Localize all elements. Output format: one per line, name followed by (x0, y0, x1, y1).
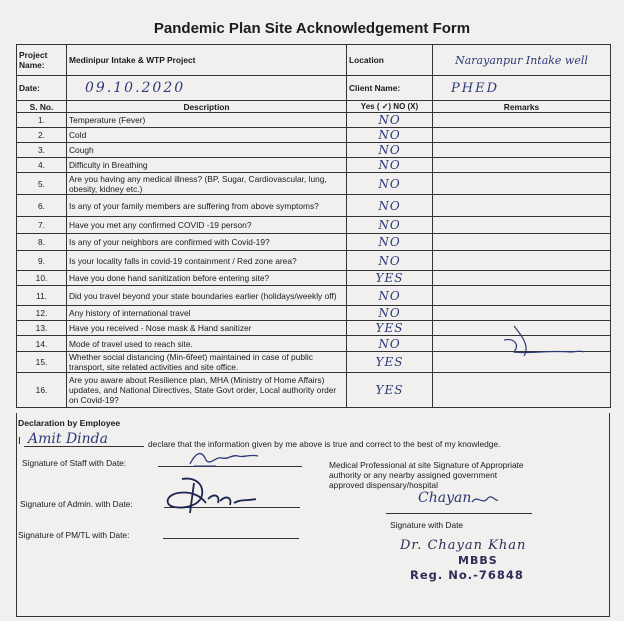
employee-name-line (24, 446, 144, 447)
row-description: Is your locality falls in covid-19 containment / Red zone area? (67, 251, 347, 271)
row-remarks (433, 128, 611, 143)
row-description: Mode of travel used to reach site. (67, 336, 347, 352)
row-remarks (433, 195, 611, 217)
table-row (17, 251, 611, 271)
medical-text-3: approved dispensary/hospital (329, 480, 438, 490)
row-answer: NO (347, 286, 433, 306)
declaration-statement: declare that the information given by me above is true and correct to the best of my knowledge. (148, 439, 501, 449)
project-value: Medinipur Intake & WTP Project (67, 45, 347, 76)
row-number: 16. (17, 373, 67, 408)
row-description: Temperature (Fever) (67, 113, 347, 128)
row-description: Have you received - Nose mask & Hand sanitizer (67, 321, 347, 336)
row-answer: NO (347, 113, 433, 128)
row-description: Did you travel beyond your state boundaries earlier (holidays/weekly off) (67, 286, 347, 306)
row-answer: NO (347, 336, 433, 352)
row-number: 3. (17, 143, 67, 158)
remarks-scribble (500, 322, 590, 366)
location-value: Narayanpur Intake well (433, 45, 611, 76)
sno-header: S. No. (17, 101, 67, 113)
client-label: Client Name: (347, 76, 433, 101)
medical-signature-flourish (470, 492, 500, 508)
project-label: Project Name: (17, 45, 67, 76)
pm-signature-label: Signature of PM/TL with Date: (18, 530, 130, 540)
row-description: Are you having any medical illness? (BP, Sugar, Cardiovascular, lung, obesity, kidney etc.) (67, 173, 347, 195)
row-number: 11. (17, 286, 67, 306)
row-number: 6. (17, 195, 67, 217)
row-remarks (433, 286, 611, 306)
description-header: Description (67, 101, 347, 113)
row-number: 10. (17, 271, 67, 286)
table-row (17, 234, 611, 251)
table-row (17, 128, 611, 143)
row-answer: YES (347, 271, 433, 286)
row-number: 14. (17, 336, 67, 352)
row-number: 2. (17, 128, 67, 143)
row-remarks (433, 173, 611, 195)
row-answer: NO (347, 143, 433, 158)
date-label: Date: (17, 76, 67, 101)
row-description: Are you aware about Resilience plan, MHA (Ministry of Home Affairs) updates, and National Directives, State Govt order, Local authority order on Covid-19? (67, 373, 347, 408)
row-remarks (433, 373, 611, 408)
table-row (17, 306, 611, 321)
admin-signature-label: Signature of Admin. with Date: (20, 499, 133, 509)
row-remarks (433, 143, 611, 158)
row-remarks (433, 217, 611, 234)
stamp-degree: MBBS (458, 554, 498, 567)
row-answer: NO (347, 128, 433, 143)
date-row (17, 76, 611, 101)
row-answer: NO (347, 195, 433, 217)
row-number: 9. (17, 251, 67, 271)
medical-text-2: authority or any nearby assigned government (329, 470, 498, 480)
medical-text-1: Medical Professional at site Signature of Appropriate (329, 460, 524, 470)
row-description: Whether social distancing (Min-6feet) maintained in case of public transport, site related activities and site office. (67, 352, 347, 373)
form-title: Pandemic Plan Site Acknowledgement Form (153, 20, 471, 37)
row-answer: NO (347, 234, 433, 251)
pm-signature-line (163, 538, 299, 539)
staff-signature-label: Signature of Staff with Date: (22, 458, 127, 468)
row-answer: NO (347, 217, 433, 234)
yesno-header: Yes ( ✓) NO (X) (347, 101, 433, 113)
row-answer: YES (347, 321, 433, 336)
row-remarks (433, 251, 611, 271)
row-number: 13. (17, 321, 67, 336)
stamp-name: Dr. Chayan Khan (400, 538, 527, 553)
stamp-registration: Reg. No.-76848 (410, 568, 524, 582)
row-description: Have you done hand sanitization before entering site? (67, 271, 347, 286)
table-row (17, 373, 611, 408)
admin-signature (160, 473, 260, 517)
row-number: 4. (17, 158, 67, 173)
row-answer: YES (347, 352, 433, 373)
signature-with-date-label: Signature with Date (390, 520, 464, 530)
row-answer: NO (347, 158, 433, 173)
row-description: Is any of your family members are suffering from above symptoms? (67, 195, 347, 217)
staff-signature (186, 448, 266, 470)
row-number: 7. (17, 217, 67, 234)
row-answer: YES (347, 373, 433, 408)
row-answer: NO (347, 251, 433, 271)
row-remarks (433, 234, 611, 251)
row-answer: NO (347, 173, 433, 195)
row-remarks (433, 158, 611, 173)
row-number: 8. (17, 234, 67, 251)
row-remarks (433, 271, 611, 286)
remarks-header: Remarks (433, 101, 611, 113)
employee-name: Amit Dinda (28, 431, 108, 447)
row-number: 5. (17, 173, 67, 195)
declaration-heading: Declaration by Employee (18, 418, 121, 428)
table-row (17, 195, 611, 217)
table-row (17, 158, 611, 173)
row-number: 15. (17, 352, 67, 373)
row-description: Cough (67, 143, 347, 158)
medical-signature-line (386, 513, 532, 514)
project-row (17, 45, 611, 76)
medical-signature: Chayan (418, 490, 472, 506)
table-row (17, 173, 611, 195)
table-row (17, 113, 611, 128)
table-row (17, 271, 611, 286)
location-label: Location (347, 45, 433, 76)
table-row (17, 286, 611, 306)
row-number: 1. (17, 113, 67, 128)
table-row (17, 143, 611, 158)
row-description: Cold (67, 128, 347, 143)
column-header-row (17, 101, 611, 113)
date-value: 09.10.2020 (67, 76, 347, 101)
client-value: PHED (433, 76, 611, 101)
row-remarks (433, 113, 611, 128)
row-description: Have you met any confirmed COVID -19 person? (67, 217, 347, 234)
row-remarks (433, 306, 611, 321)
row-description: Is any of your neighbors are confirmed with Covid-19? (67, 234, 347, 251)
table-row (17, 217, 611, 234)
row-answer: NO (347, 306, 433, 321)
row-number: 12. (17, 306, 67, 321)
declaration-prefix: I (18, 436, 21, 447)
row-description: Difficulty in Breathing (67, 158, 347, 173)
row-description: Any history of international travel (67, 306, 347, 321)
